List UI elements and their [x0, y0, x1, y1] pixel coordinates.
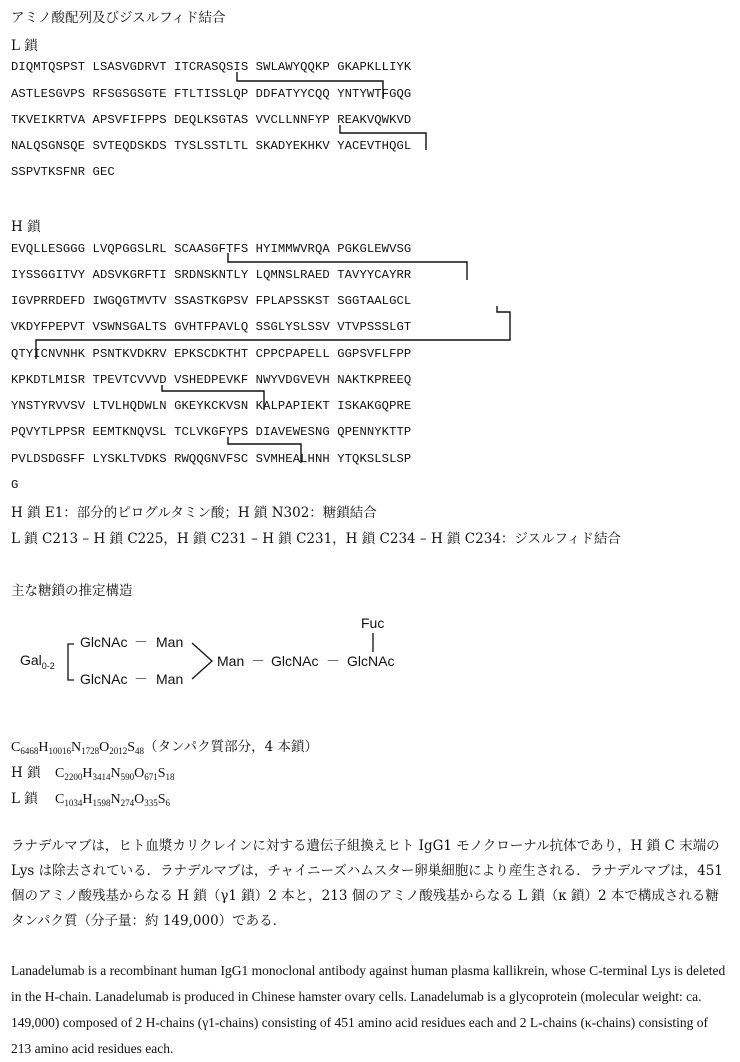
page-title: アミノ酸配列及びジスルフィド結合 [11, 10, 226, 26]
description-en: Lanadelumab is a recombinant human IgG1 monoclonal antibody against human plasma kallikrein, whose C-terminal Lys is deleted in the H-chain. Lanadelumab is produced in Chinese hamster ovary cells. Lanadelumab is a glycoprotein (molecular weight: ca. 149,000) composed of 2 H-chains (γ1-chains) consisting of 451 amino acid residues each and 2 L-chains (κ-chains) consisting of 213 amino acid residues each. [11, 963, 726, 1056]
formula-count: 6 [165, 798, 171, 808]
h-chain-seq-line: QTYICNVNHK PSNTKVDKRV EPKSCDKTHT CPPCPAPELL GGPSVFLFPP [11, 347, 412, 361]
formula-element: C [55, 766, 65, 781]
formula-element: N [110, 766, 121, 781]
h-chain-label: H 鎖 [11, 219, 41, 235]
description-ja: ラナデルマブは，ヒト血漿カリクレインに対する遺伝子組換えヒト IgG1 モノクローナル抗体であり，H 鎖 C 末端の Lys は除去されている．ラナデルマブは，チャイニーズハムスター卵巣細胞により産生される．ラナデルマブは，451 個のアミノ酸残基からなる H 鎖（γ1 鎖）2 本と，213 個のアミノ酸残基からなる L 鎖（κ 鎖）2 本で構成される糖タンパク質（分子量：約 149,000）である． [11, 838, 723, 929]
h-chain-seq-line: PVLDSDGSFF LYSKLTVDKS RWQQGNVFSC SVMHEALHNH YTQKSLSLSP [11, 452, 412, 466]
l-chain-seq-line: NALQSGNSQE SVTEQDSKDS TYSLSSTLTL SKADYEKHKV YACEVTHQGL [11, 139, 412, 153]
branch-bracket [68, 644, 74, 680]
branch-glcnac-lower: GlcNAc [80, 671, 128, 687]
disulfide-note: L 鎖 C213 – H 鎖 C225，H 鎖 C231 – H 鎖 C231，H 鎖 C234 – H 鎖 C234：ジスルフィド結合 [11, 531, 621, 547]
core-glcnac-2: GlcNAc [347, 653, 395, 669]
formula-element: C [55, 792, 65, 807]
formula-total: $C_{6468}H_{10016}N_{1728}O_{2012}S_{48}$（タンパク質部分，4 本鎖） [11, 739, 318, 756]
l-chain-label: L 鎖 [11, 38, 38, 54]
formula-count: 671 [144, 772, 158, 782]
formula-count: 18 [165, 772, 175, 782]
formula-element: N [70, 740, 82, 755]
formula-h-chain: H 鎖 $C_{2200}H_{3414}N_{590}O_{671}S_{18}$ [11, 765, 175, 782]
glycan-heading: 主な糖鎖の推定構造 [11, 583, 133, 599]
h-chain-seq-line: VKDYFPEPVT VSWNSGALTS GVHTFPAVLQ SSGLYSLSSV VTVPSSSLGT [11, 320, 412, 334]
l-chain-seq-line: ASTLESGVPS RFSGSGSGTE FTLTISSLQP DDFATYYCQQ YNTYWTFGQG [11, 87, 412, 101]
formula-count: 590 [120, 772, 135, 782]
formula-l-chain: L 鎖 $C_{1034}H_{1598}N_{274}O_{335}S_6$ [11, 791, 171, 808]
branch-man-upper: Man [156, 634, 184, 650]
formula-count: 3414 [92, 772, 111, 782]
core-dash: － [326, 653, 340, 669]
branch-junction [192, 643, 212, 679]
branch-glcnac-upper: GlcNAc [80, 634, 128, 650]
formula-count: 1034 [64, 798, 83, 808]
formula-element: N [110, 792, 121, 807]
h-chain-seq-line: PQVYTLPPSR EEMTKNQVSL TCLVKGFYPS DIAVEWESNG QPENNYKTTP [11, 425, 412, 439]
formula-element: O [99, 740, 110, 755]
l-chain-seq-line: TKVEIKRTVA APSVFIFPPS DEQLKSGTAS VVCLLNNFYP REAKVQWKVD [11, 113, 412, 127]
formula-count: 2200 [64, 772, 83, 782]
formula-count: 1728 [81, 746, 100, 756]
l-chain-seq-line: DIQMTQSPST LSASVGDRVT ITCRASQSIS SWLAWYQQKP GKAPKLLIYK [11, 60, 412, 74]
branch-dash: － [134, 671, 148, 687]
branch-man-lower: Man [156, 671, 184, 687]
l-chain-seq-line: SSPVTKSFNR GEC [11, 165, 115, 179]
formula-count: 10016 [48, 746, 71, 756]
core-man: Man [217, 653, 245, 669]
modification-note: H 鎖 E1：部分的ピログルタミン酸；H 鎖 N302：糖鎖結合 [11, 505, 377, 521]
formula-element: H [82, 792, 93, 807]
formula-count: 48 [135, 746, 145, 756]
h-chain-seq-line: KPKDTLMISR TPEVTCVVVD VSHEDPEVKF NWYVDGVEVH NAKTKPREEQ [11, 373, 412, 387]
formula-element: S [127, 740, 136, 755]
h-chain-seq-line: YNSTYRVVSV LTVLHQDWLN GKEYKCKVSN KALPAPIEKT ISKAKGQPRE [11, 399, 412, 413]
formula-count: 335 [144, 798, 158, 808]
h-chain-seq-line: G [11, 478, 19, 492]
core-dash: － [251, 653, 265, 669]
h-chain-seq-line: IGVPRRDEFD IWGQGTMVTV SSASTKGPSV FPLAPSSKST SGGTAALGCL [11, 294, 412, 308]
formula-element: S [157, 792, 166, 807]
formula-element: S [157, 766, 166, 781]
gal-label: Gal$_{0-2}$ [20, 652, 55, 671]
fuc-label: Fuc [361, 615, 385, 631]
h-chain-seq-line: EVQLLESGGG LVQPGGSLRL SCAASGFTFS HYIMMWVRQA PGKGLEWVSG [11, 242, 412, 256]
formula-count: 2012 [109, 746, 128, 756]
branch-dash: － [134, 634, 148, 650]
formula-element: H [38, 740, 49, 755]
formula-element: C [11, 740, 21, 755]
formula-element: O [134, 766, 145, 781]
formula-count: 274 [120, 798, 135, 808]
core-glcnac: GlcNAc [271, 653, 319, 669]
formula-count: 1598 [92, 798, 111, 808]
formula-element: H [82, 766, 93, 781]
h-chain-seq-line: IYSSGGITVY ADSVKGRFTI SRDNSKNTLY LQMNSLRAED TAVYYCAYRR [11, 268, 412, 282]
formula-element: O [134, 792, 145, 807]
formula-count: 6468 [20, 746, 39, 756]
